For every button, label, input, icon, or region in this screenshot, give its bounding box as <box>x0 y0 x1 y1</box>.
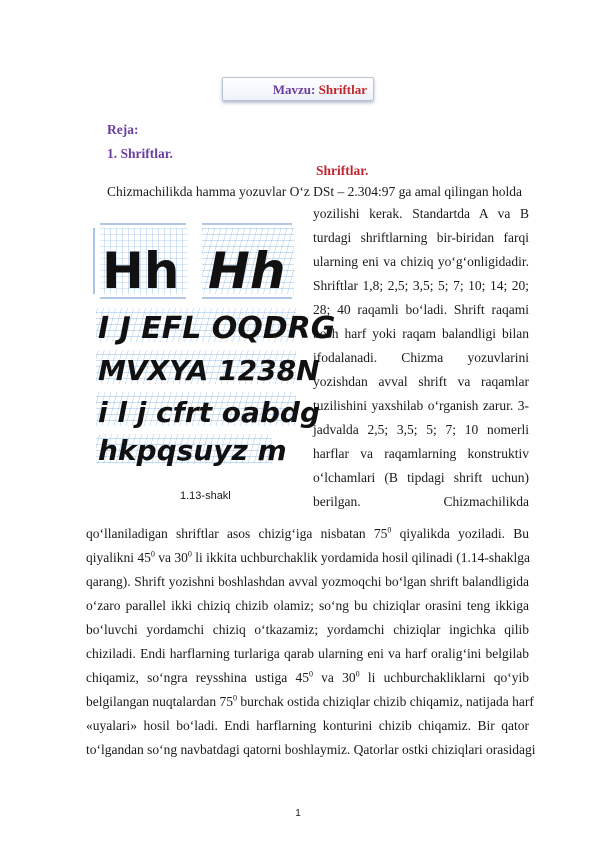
side-text-line: yozishdan avval shrift va raqamlar <box>313 374 529 389</box>
font-sample-figure <box>86 216 336 484</box>
body-text-line: «uyalari» hosil bo‘ladi. Endi harflarning konturini chizib chiqamiz. Bir qator <box>86 718 529 733</box>
side-text-line: jadvalda 2,5; 3,5; 5; 7; 10 nomerli <box>313 422 529 437</box>
figure-caption: 1.13-shakl <box>180 490 231 502</box>
body-text-line: qo‘llaniladigan shriftlar asos chizig‘iga nisbatan $75^0$ qiyalikda yoziladi. Bu <box>86 525 529 541</box>
side-text-line: ifodalanadi. Chizma yozuvlarini <box>313 350 529 365</box>
side-text-line: tuzilishini yaxshilab o‘rganish zarur. 3- <box>313 398 529 413</box>
side-text-line: 28; 40 raqamli bo‘ladi. Shrift raqami <box>313 302 529 317</box>
sample-row-lowercase-2: hkpqsuyz m <box>98 434 287 467</box>
plan-heading: Reja: <box>107 122 139 137</box>
side-text-line: Shriftlar 1,8; 2,5; 3,5; 5; 7; 10; 14; 20; <box>313 278 529 293</box>
body-text-line: qiyalikni $45^0$ va $30^0$ li ikkita uchburchaklik yordamida hosil qilinadi (1.14-shaklga <box>86 549 531 565</box>
side-text-line: ularning eni va chiziq yo‘g‘onligidadir. <box>313 254 529 269</box>
topic-value: Shriftlar <box>318 82 367 97</box>
side-text-line: bosh harf yoki raqam balandligi bilan <box>313 326 529 341</box>
body-text-line: chiziladi. Endi harflarning turlariga qarab ularning eni va harf oralig‘ini belgilab <box>86 646 529 661</box>
sample-upright-hh: Hh <box>102 242 180 300</box>
sample-slanted-hh: Hh <box>208 242 286 300</box>
topic-label: Mavzu: <box>272 82 316 97</box>
plan-item: 1. Shriftlar. <box>107 146 173 161</box>
sample-row-capitals-2: MVXYA 1238N <box>98 354 320 387</box>
section-title: Shriftlar. <box>316 163 369 178</box>
body-text-line: o‘zaro parallel ikki chiziq chizib olamiz; so‘ng bu chiziqlar orasini teng ikkiga <box>86 598 529 613</box>
topic-box <box>222 77 374 101</box>
sample-row-lowercase-1: i l j cfrt oabdg <box>98 396 321 429</box>
paragraph-first-line: Chizmachilikda hamma yozuvlar O‘z DSt – 2.304:97 ga amal qilingan holda <box>107 184 523 199</box>
body-text-line: belgilangan nuqtalardan $75^0$ burchak ostida chiziqlar chizib chiqamiz, natijada harf <box>86 693 534 709</box>
side-text-line: turdagi shriftlarning bir-biridan farqi <box>313 230 529 245</box>
body-text-line: bo‘luvchi yordamchi chiziq o‘tkazamiz; yordamchi chiziqlar ingichka qilib <box>86 622 529 637</box>
body-text-line: qarang). Shrift yozishni boshlashdan avval yozmoqchi bo‘lgan shrift balandligida <box>86 574 529 589</box>
side-text-line: yozilishi kerak. Standartda A va B <box>313 206 529 221</box>
body-text-line: chiqamiz, so‘ngra reysshina ustiga $45^0$ va $30^0$ li uchburchakliklarni qo‘yib <box>86 669 530 685</box>
side-text-line: berilgan. Chizmachilikda <box>313 494 529 509</box>
page-number: 1 <box>295 808 301 819</box>
side-text-line: harflar va raqamlarning konstruktiv <box>313 446 529 461</box>
side-text-line: o‘lchamlari (B tipdagi shrift uchun) <box>313 470 529 485</box>
body-text-line: to‘lgandan so‘ng navbatdagi qatorni boshlaymiz. Qatorlar ostki chiziqlari orasidagi <box>86 742 536 757</box>
sample-row-capitals-1: I J EFL OQDRG <box>98 311 336 346</box>
